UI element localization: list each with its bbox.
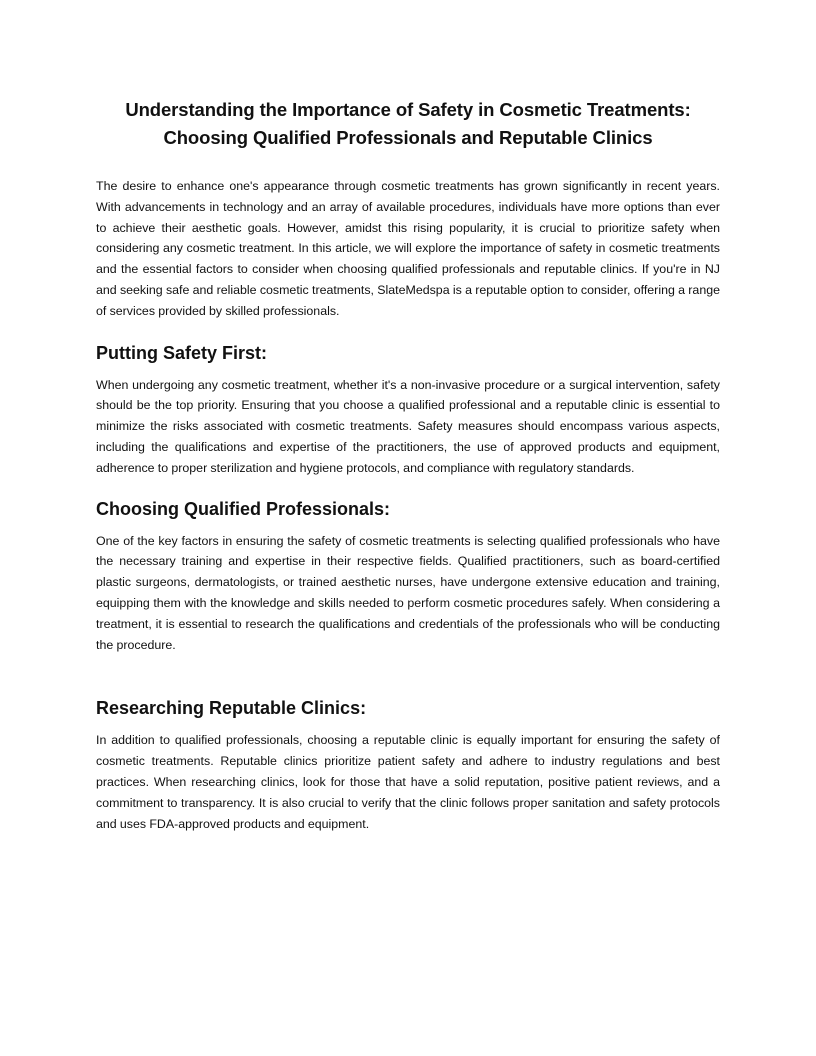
document-title [96, 96, 720, 152]
document-page [96, 96, 720, 834]
section-body-safety-first: When undergoing any cosmetic treatment, whether it's a non-invasive procedure or a surgical intervention, safety should be the top priority. Ensuring that you choose a qualified professional and a reputable clinic is essential to minimize the risks associated with cosmetic treatments. Safety measures should encompass various aspects, including the qualifications and expertise of the practitioners, the use of approved products and equipment, adherence to proper sterilization and hygiene protocols, and compliance with regulatory standards. [96, 377, 720, 475]
section-body-reputable-clinics: In addition to qualified professionals, choosing a reputable clinic is equally important for ensuring the safety of cosmetic treatments. Reputable clinics prioritize patient safety and adhere to industry regulations and best practices. When researching clinics, look for those that have a solid reputation, positive patient reviews, and a commitment to transparency. It is also crucial to verify that the clinic follows proper sanitation and safety protocols and uses FDA-approved products and equipment. [96, 733, 720, 831]
section-heading-safety-first: Putting Safety First: [96, 342, 268, 363]
section-body-qualified-professionals: One of the key factors in ensuring the safety of cosmetic treatments is selecting qualified professionals who have the necessary training and expertise in their respective fields. Qualified practitioners, such as board-certified plastic surgeons, dermatologists, or trained aesthetic nurses, have undergone extensive education and training, equipping them with the knowledge and skills needed to perform cosmetic procedures safely. When considering a treatment, it is essential to research the qualifications and credentials of the professionals who will be conducting the procedure. [96, 533, 720, 652]
title-line-1: Understanding the Importance of Safety in Cosmetic Treatments: [125, 99, 691, 120]
section-heading-reputable-clinics: Researching Reputable Clinics: [96, 698, 367, 719]
section-heading-qualified-professionals: Choosing Qualified Professionals: [96, 498, 391, 519]
intro-paragraph: The desire to enhance one's appearance through cosmetic treatments has grown significantly in recent years. With advancements in technology and an array of available procedures, individuals have more options than ever to achieve their aesthetic goals. However, amidst this rising popularity, it is crucial to prioritize safety when considering any cosmetic treatment. In this article, we will explore the importance of safety in cosmetic treatments and the essential factors to consider when choosing qualified professionals and reputable clinics. If you're in NJ and seeking safe and reliable cosmetic treatments, SlateMedspa is a reputable option to consider, offering a range of services provided by skilled professionals. [96, 179, 720, 318]
title-line-2: Choosing Qualified Professionals and Reputable Clinics [163, 127, 653, 148]
